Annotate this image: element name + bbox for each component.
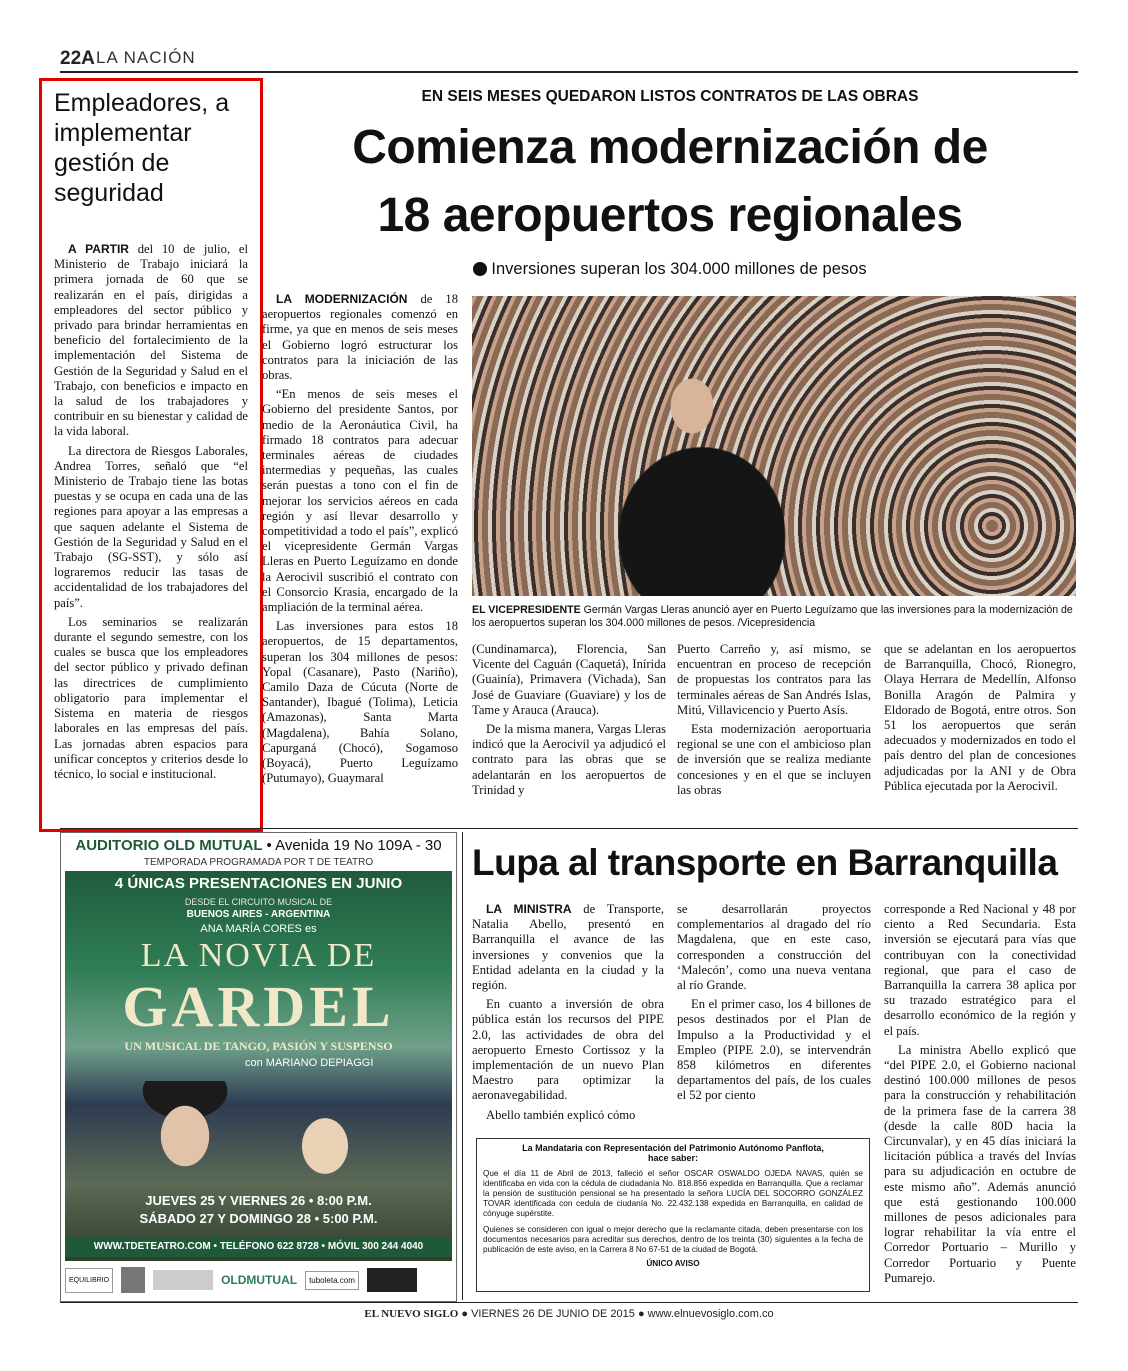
main-paragraph: “En menos de seis meses el Gobierno del presidente Santos, por medio de la Aeronáutica Civil, ha firmado 18 contratos para adecuar terminales aéreas de ciudades intermedias y pequeñas, las cuales serán puestas a tono con el fin de mejorar los servicios aéreos en cada región y así llevar desarrollo y competitividad a todo el país”, explicó el vicepresidente Germán Vargas Lleras en Puerto Leguízamo en donde la Aerocivil suscribió el contrato con el Consorcio Krasia, encargado de la ampliación de la terminal aérea. [262,387,458,615]
ad-origin-1: DESDE EL CIRCUITO MUSICAL DE [184,897,333,907]
footer-bullet-icon: ● [461,1308,472,1320]
main-paragraph: Esta modernización aeroportuaria regional se une con el ambicioso plan de inversión que se realiza mediante concesiones y en el que se incluyen las obras [677,722,871,797]
main-column-3 [677,642,871,802]
ad-poster [65,871,452,1261]
main-paragraph: que se adelantan en los aeropuertos de Barranquilla, Chocó, Rionegro, Olaya Herrara de Medellín, Alfonso Bonilla Aragón de Palmira y Eldorado de Bogotá, entre otros. Son 51 los aeropuertos que serán adecuados y modernizados en todo el país dentro del plan de concesiones adjudicadas por la ANI y de Obra Pública ejecutada por la Aerocivil. [884,642,1076,793]
ad-column-divider [462,832,463,1300]
main-paragraph: De la misma manera, Vargas Lleras indicó que la Aerocivil ya adjudicó el contrato para las obras que se adelantarán en los aeropuertos de Trinidad y [472,722,666,797]
notice-title-2: hace saber: [647,1153,699,1163]
notice-body-2: Quienes se consideren con igual o mejor derecho que la reclamante citada, deben presentarse con los documentos necesarios para acreditar sus derechos, dentro de los treinta (30) siguientes a la fecha de publicación de este aviso, en la Carrera 8 No 67-51 de la ciudad de Bogotá. [483,1225,863,1254]
sidebar-paragraph: La directora de Riesgos Laborales, Andrea Torres, señaló que “el Ministerio de Trabajo tiene las botas puestas y se ocupa en cada una de las regiones para apoyar a las empresas a que saquen adelante el Sistema de Gestión de la Seguridad y Salud en el Trabajo (SG-SST), y sólo así lograremos reducir las tasas de accidentalidad de los trabajadores del país”. [54,443,248,610]
main-headline-line-2: 18 aeropuertos regionales [377,189,963,242]
notice-title-1: La Mandataria con Representación del Patrimonio Autónomo Panflota, [522,1143,824,1153]
ad-star: ANA MARÍA CORES es [200,923,317,935]
sidebar-body [54,242,248,786]
section-name: LA NACIÓN [96,48,196,67]
second-paragraph: Abello también explicó cómo [486,1107,636,1122]
second-paragraph: se desarrollarán proyectos complementarios al dragado del río Magdalena, que en este caso, corresponden a construcción del ‘Malecón’, como una nueva ventana al río Grande. [677,902,871,993]
ad-title-2: GARDEL [122,974,395,1039]
second-column-3 [884,902,1076,1290]
main-headline-line-1: Comienza modernización de [352,121,988,174]
ad-sponsor-logos [65,1263,452,1297]
sidebar-paragraph: A PARTIR del 10 de julio, el Ministerio de Trabajo iniciará la primera jornada de 60 que se realizarán en el país, dirigidas a empleadores del sector público y privado para brindar herramientas en beneficio del fortalecimiento de la implementación del Sistema de Gestión de la Seguridad y Salud en el Trabajo, con beneficios e impacto en la salud de los trabajadores y contribuir en su bienestar y calidad de la vida laboral. [54,242,248,439]
equilibrio-logo: EQUILIBRIO [65,1268,113,1293]
photo-caption: EL VICEPRESIDENTE Germán Vargas Lleras anunció ayer en Puerto Leguízamo que las inversiones para la modernización de los aeropuertos superan los 304.000 millones de pesos. /Vicepresidencia [472,604,1073,629]
header-rule [60,71,1078,73]
main-paragraph: (Cundinamarca), Florencia, San Vicente del Caguán (Caquetá), Inírida (Guainía), Primavera (Vichada), San José de Guaviare (Guaviare) y los de Tame y Arauca (Arauca). [472,642,666,717]
ad-dates-1: JUEVES 25 Y VIERNES 26 • 8:00 P.M. [145,1193,372,1208]
ad-title-1: LA NOVIA DE [140,937,377,974]
ad-banner: 4 ÚNICAS PRESENTACIONES EN JUNIO [114,875,403,892]
vice-president-photo [472,296,1076,596]
main-paragraph: Las inversiones para estos 18 aeropuertos, de 15 departamentos, superan los 304 millones de pesos: Yopal (Casanare), Pasto (Nariño), Camilo Daza de Cúcuta (Norte de Santander), Ibagué (Tolima), Leticia (Amazonas), Santa Marta (Magdalena), Bahía Solano, Capurganá (Chocó), Sogamoso (Boyacá), Puerto Leguízamo (Putumayo), Guaymaral [262,619,458,786]
main-subhead: Inversiones superan los 304.000 millones de pesos [300,260,1040,279]
page-number: 22A [60,48,95,69]
second-paragraph: LA MINISTRA de Transporte, Natalia Abello, presentó en Barranquilla el avance de las inversiones y convenios que la Entidad adelanta en la ciudad y la región. [472,902,664,993]
venue-logo [121,1267,145,1293]
ad-costar: con MARIANO DEPIAGGI [245,1057,374,1069]
second-headline: Lupa al transporte en Barranquilla [472,842,1058,883]
page-footer [60,1308,1078,1320]
main-column-1 [262,292,458,791]
argentina-logo [153,1270,213,1290]
main-paragraph: LA MODERNIZACIÓN de 18 aeropuertos regionales comenzó en firme, ya que en menos de seis meses el Gobierno logró estructurar los contratos para la iniciación de las obras. [262,292,458,383]
ad-venue-line: AUDITORIO OLD MUTUAL • Avenida 19 No 109A - 30 [75,837,442,854]
bullet-icon [473,262,487,276]
main-column-4 [884,642,1076,798]
ad-origin-2: BUENOS AIRES - ARGENTINA [186,909,331,920]
footer-paper: EL NUEVO SIGLO [364,1308,459,1320]
ad-contact: WWW.TDETEATRO.COM • TELÉFONO 622 8728 • MÓVIL 300 244 4040 [65,1237,452,1257]
notice-footer: ÚNICO AVISO [646,1259,700,1268]
theater-ad [60,832,457,1302]
main-column-2 [472,642,666,802]
second-paragraph: La ministra Abello explicó que “del PIPE 2.0, el Gobierno nacional destinó 100.000 millones de pesos para la construcción y rehabilitación de la primera fase de la carrera 38 (desde la calle 80D hacia la Circunvalar), y en 45 días iniciará la licitación pública a través del Invías para su adjudicación en octubre de este mismo año”. Además anunció que está gestionando 100.000 millones de pesos adicionales para lograr rehabilitar la vía entre el Corredor Portuario – Murillo y Corredor Portuario y Puente Pumarejo. [884,1042,1076,1285]
sidebar-paragraph: Los seminarios se realizarán durante el segundo semestre, con los cuales se busca que los empleadores del sector público y privado definan las directrices de cumplimiento obligatorio para implementar el Sistema en materia de riesgos laborales en las empresas del país. Las jornadas abren espacios para unificar conceptos y criterios desde lo técnico, lo social e institucional. [54,614,248,781]
oldmutual-logo: OLDMUTUAL [221,1273,298,1287]
sidebar-title: Empleadores, a implementar gestión de seguridad [54,89,230,207]
second-paragraph: corresponde a Red Nacional y 48 por ciento a Red Secundaria. Esta inversión se ejecutará para vías que contribuyan con la conectividad regional, que para el caso de Barranquilla la carrera 38 aplica por su trazado estratégico para el desarrollo económico de la región y el país. [884,902,1076,1038]
footer-url: www.elnuevosiglo.com.co [647,1308,774,1320]
legal-notice [476,1138,870,1292]
second-column-1 [472,902,664,1127]
section-divider [60,828,1078,829]
main-paragraph: Puerto Carreño y, así mismo, se encuentran en proceso de recepción de propuestas los contratos para las terminales aéreas de San Andrés Islas, Mitú, Villavicencio y Puerto Asís. [677,642,871,717]
main-kicker: EN SEIS MESES QUEDARON LISTOS CONTRATOS DE LAS OBRAS [421,88,919,105]
ad-tagline: UN MUSICAL DE TANGO, PASIÓN Y SUSPENSO [124,1039,393,1053]
second-paragraph: En cuanto a inversión de obra pública están los recursos del PIPE 2.0, las actividades de obra del aeropuerto Ernesto Cortissoz y la implementación de un nuevo Plan Maestro para optimizar la aeronavegabilidad. [472,997,664,1103]
footer-rule [60,1302,1078,1303]
ticket-logo [367,1268,417,1292]
tuboleta-logo: tuboleta.com [305,1271,359,1290]
footer-bullet-icon: ● [637,1308,648,1320]
second-column-2 [677,902,871,1108]
notice-body-1: Que el día 11 de Abril de 2013, falleció el señor OSCAR OSWALDO OJEDA NAVAS, quién se identificaba en vida con la cédula de ciudadanía No. 818.856 expedida en Barranquilla. Que a reclamar la pensión de sustitución pensional se ha presentado la señora LUCÍA DEL SOCORRO GONZÁLEZ TOVAR identificada con cedula de ciudanía No. 22.432.138 expedida en Barranquilla, en calidad de cónyuge supérstite. [483,1169,863,1218]
ad-performers-image [95,1081,425,1191]
ad-season: TEMPORADA PROGRAMADA POR T DE TEATRO [143,857,374,868]
ad-dates-2: SÁBADO 27 Y DOMINGO 28 • 5:00 P.M. [139,1211,378,1226]
footer-date: VIERNES 26 DE JUNIO DE 2015 [471,1308,635,1320]
second-paragraph: En el primer caso, los 4 billones de pesos destinados por el Plan de Impulso a la Productividad y el Empleo (PIPE 2.0), se intervendrán 858 kilómetros en diferentes departamentos del país, de los cuales el 52 por ciento [677,997,871,1103]
